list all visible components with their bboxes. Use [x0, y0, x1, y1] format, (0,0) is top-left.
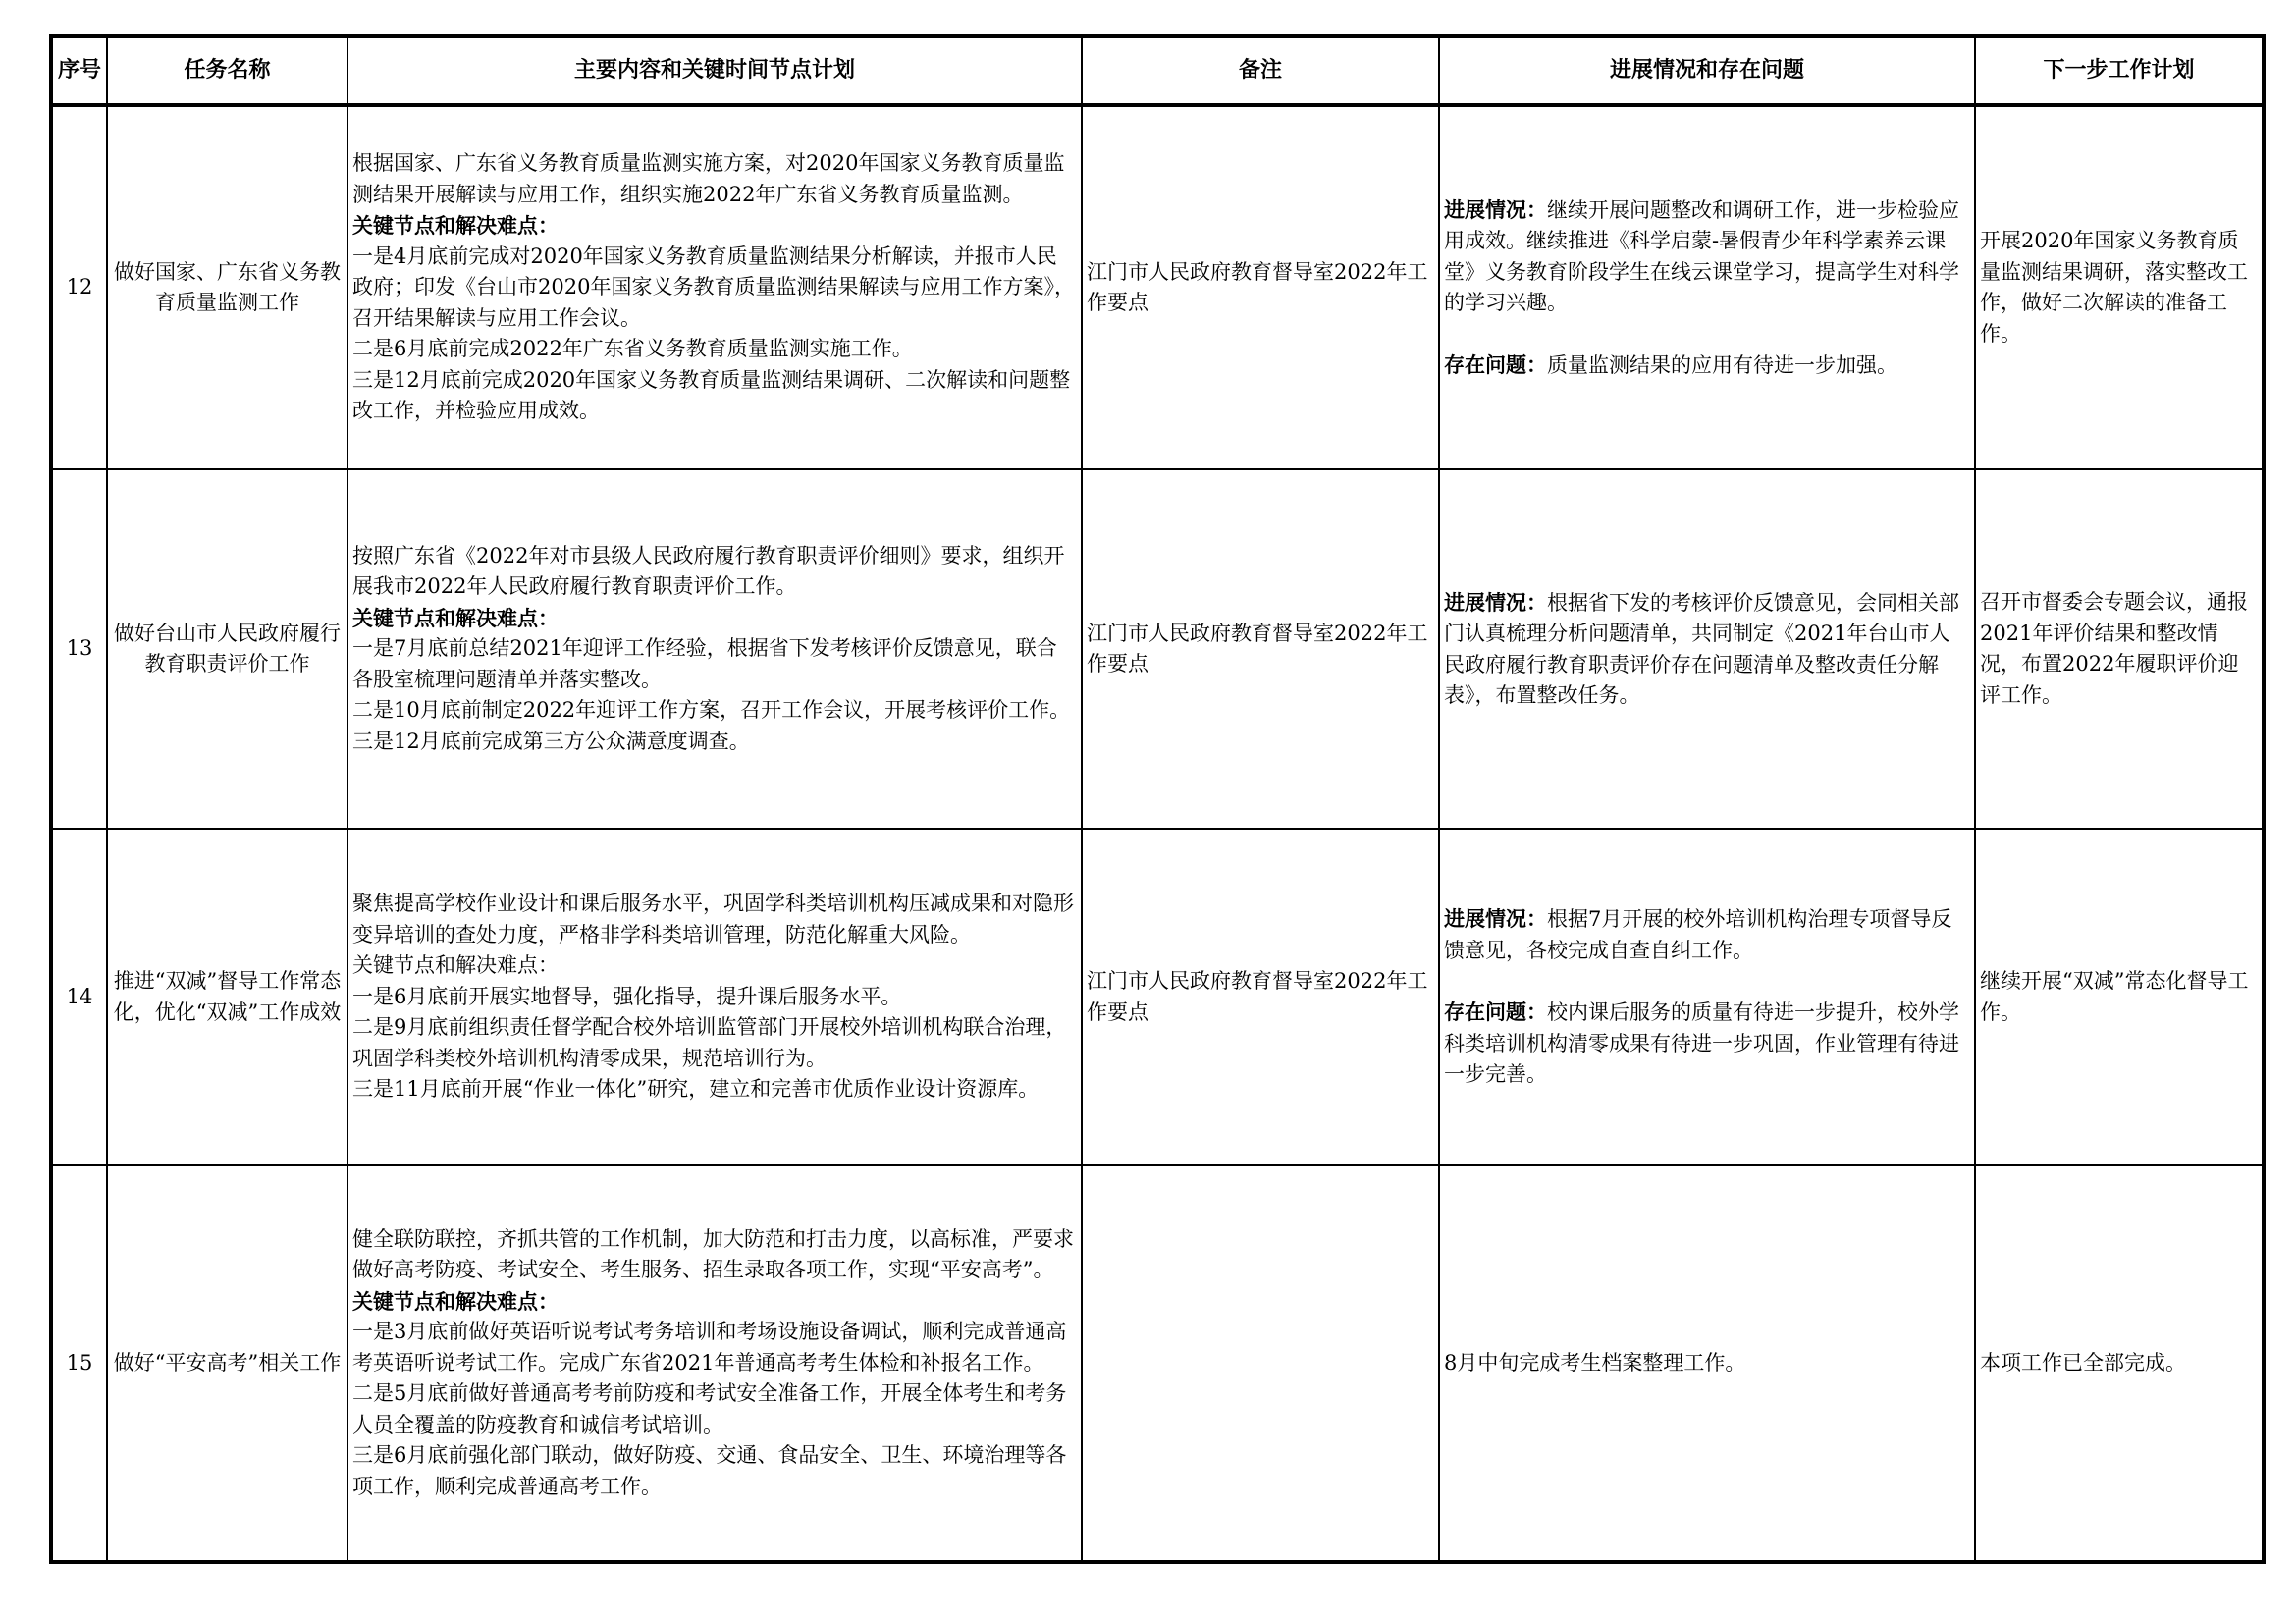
progress-cell — [1439, 469, 1975, 829]
serial-number: 15 — [51, 1165, 107, 1562]
plan-intro: 按照广东省《2022年对市县级人民政府履行教育职责评价细则》要求，组织开展我市2022年人民政府履行教育职责评价工作。 — [352, 543, 1065, 599]
table-row — [51, 829, 2264, 1165]
header-serial-number: 序号 — [51, 36, 107, 105]
plan-cell — [347, 1165, 1082, 1562]
serial-number: 13 — [51, 469, 107, 829]
plan-item: 二是9月底前组织责任督学配合校外培训监管部门开展校外培训机构联合治理，巩固学科类校外培训机构清零成果，规范培训行为。 — [352, 1015, 1067, 1070]
work-plan-table — [49, 34, 2266, 1564]
issue-paragraph — [1444, 350, 1970, 382]
plan-item: 三是12月底前完成第三方公众满意度调查。 — [352, 729, 750, 753]
progress-cell — [1439, 105, 1975, 469]
issue-label: 存在问题： — [1444, 352, 1547, 377]
task-name: 做好“平安高考”相关工作 — [107, 1165, 347, 1562]
plan-key-heading: 关键节点和解决难点： — [352, 953, 559, 978]
plan-key-heading: 关键节点和解决难点： — [352, 1288, 559, 1314]
plan-key-heading: 关键节点和解决难点： — [352, 213, 559, 239]
plan-cell — [347, 105, 1082, 469]
plan-item: 一是4月底前完成对2020年国家义务教育质量监测结果分析解读，并报市人民政府；印发《台山市2020年国家义务教育质量监测结果解读与应用工作方案》，召开结果解读与应用工作会议。 — [352, 244, 1075, 330]
table-row — [51, 1165, 2264, 1562]
serial-number: 12 — [51, 105, 107, 469]
issue-label: 存在问题： — [1444, 1000, 1547, 1025]
next-plan-cell: 召开市督委会专题会议，通报2021年评价结果和整改情况，布置2022年履职评价迎评工作。 — [1975, 469, 2264, 829]
progress-label: 进展情况： — [1444, 589, 1547, 615]
plan-key-heading: 关键节点和解决难点： — [352, 605, 559, 630]
next-plan-cell: 本项工作已全部完成。 — [1975, 1165, 2264, 1562]
remark-cell: 江门市人民政府教育督导室2022年工作要点 — [1082, 105, 1439, 469]
plan-cell — [347, 469, 1082, 829]
issue-paragraph — [1444, 997, 1970, 1091]
header-task-name: 任务名称 — [107, 36, 347, 105]
task-name: 推进“双减”督导工作常态化，优化“双减”工作成效 — [107, 829, 347, 1165]
progress-text: 根据7月开展的校外培训机构治理专项督导反馈意见，各校完成自查自纠工作。 — [1444, 907, 1952, 962]
table-header-row — [51, 36, 2264, 105]
header-remark: 备注 — [1082, 36, 1439, 105]
progress-paragraph — [1444, 587, 1970, 712]
table-row — [51, 105, 2264, 469]
remark-cell — [1082, 1165, 1439, 1562]
serial-number: 14 — [51, 829, 107, 1165]
next-plan-cell: 继续开展“双减”常态化督导工作。 — [1975, 829, 2264, 1165]
plan-item: 二是6月底前完成2022年广东省义务教育质量监测实施工作。 — [352, 337, 913, 361]
remark-cell: 江门市人民政府教育督导室2022年工作要点 — [1082, 829, 1439, 1165]
header-next-plan: 下一步工作计划 — [1975, 36, 2264, 105]
plan-intro: 健全联防联控，齐抓共管的工作机制，加大防范和打击力度，以高标准，严要求做好高考防疫、考试安全、考生服务、招生录取各项工作，实现“平安高考”。 — [352, 1226, 1074, 1282]
plan-item: 三是6月底前强化部门联动，做好防疫、交通、食品安全、卫生、环境治理等各项工作，顺利完成普通高考工作。 — [352, 1443, 1067, 1498]
progress-paragraph — [1444, 194, 1970, 319]
task-name: 做好台山市人民政府履行教育职责评价工作 — [107, 469, 347, 829]
header-progress: 进展情况和存在问题 — [1439, 36, 1975, 105]
issue-text: 校内课后服务的质量有待进一步提升，校外学科类培训机构清零成果有待进一步巩固，作业管理有待进一步完善。 — [1444, 1001, 1959, 1087]
spacer — [1444, 966, 1970, 997]
plan-item: 一是3月底前做好英语听说考试考务培训和考场设施设备调试，顺利完成普通高考英语听说考试工作。完成广东省2021年普通高考考生体检和补报名工作。 — [352, 1320, 1067, 1375]
progress-cell — [1439, 829, 1975, 1165]
progress-label: 进展情况： — [1444, 906, 1547, 932]
plan-item: 一是7月底前总结2021年迎评工作经验，根据省下发考核评价反馈意见，联合各股室梳理问题清单并落实整改。 — [352, 636, 1057, 691]
plan-item: 一是6月底前开展实地督导，强化指导，提升课后服务水平。 — [352, 984, 902, 1008]
plan-intro: 根据国家、广东省义务教育质量监测实施方案，对2020年国家义务教育质量监测结果开展解读与应用工作，组织实施2022年广东省义务教育质量监测。 — [352, 151, 1065, 206]
progress-cell: 8月中旬完成考生档案整理工作。 — [1439, 1165, 1975, 1562]
issue-text: 质量监测结果的应用有待进一步加强。 — [1547, 352, 1897, 377]
progress-label: 进展情况： — [1444, 196, 1547, 222]
spacer — [1444, 319, 1970, 350]
plan-item: 二是10月底前制定2022年迎评工作方案，召开工作会议，开展考核评价工作。 — [352, 698, 1071, 723]
remark-cell: 江门市人民政府教育督导室2022年工作要点 — [1082, 469, 1439, 829]
progress-paragraph — [1444, 903, 1970, 966]
plan-item: 三是11月底前开展“作业一体化”研究，建立和完善市优质作业设计资源库。 — [352, 1077, 1040, 1102]
progress-text: 根据省下发的考核评价反馈意见，会同相关部门认真梳理分析问题清单，共同制定《2021年台山市人民政府履行教育职责评价存在问题清单及整改责任分解表》，布置整改任务。 — [1444, 590, 1959, 707]
header-plan: 主要内容和关键时间节点计划 — [347, 36, 1082, 105]
task-name: 做好国家、广东省义务教育质量监测工作 — [107, 105, 347, 469]
progress-text: 继续开展问题整改和调研工作，进一步检验应用成效。继续推进《科学启蒙-暑假青少年科学素养云课堂》义务教育阶段学生在线云课堂学习，提高学生对科学的学习兴趣。 — [1444, 197, 1959, 315]
table-row — [51, 469, 2264, 829]
plan-item: 二是5月底前做好普通高考考前防疫和考试安全准备工作，开展全体考生和考务人员全覆盖的防疫教育和诚信考试培训。 — [352, 1381, 1067, 1436]
next-plan-cell: 开展2020年国家义务教育质量监测结果调研，落实整改工作，做好二次解读的准备工作。 — [1975, 105, 2264, 469]
plan-intro: 聚焦提高学校作业设计和课后服务水平，巩固学科类培训机构压减成果和对隐形变异培训的查处力度，严格非学科类培训管理，防范化解重大风险。 — [352, 892, 1074, 947]
plan-item: 三是12月底前完成2020年国家义务教育质量监测结果调研、二次解读和问题整改工作，并检验应用成效。 — [352, 367, 1071, 423]
plan-cell — [347, 829, 1082, 1165]
